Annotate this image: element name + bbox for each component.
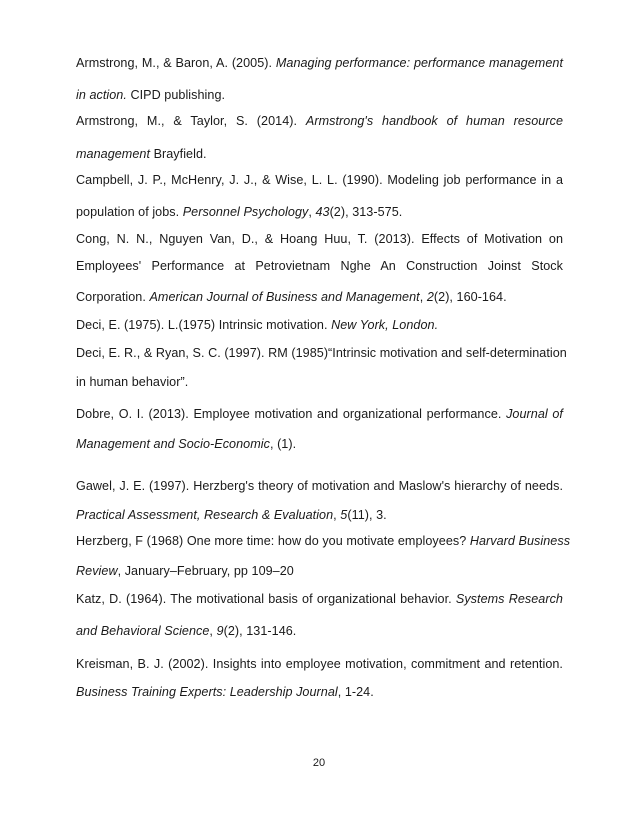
text-run: Cong, N. N., Nguyen Van, D., & Hoang Huu, T. (2013). Effects of Motivation on [76,232,563,246]
text-run: , [333,508,341,522]
reference-line [76,623,563,639]
reference-line [76,87,563,103]
text-run: (2), 313-575. [329,205,403,219]
reference-line [76,374,563,390]
reference-line [76,591,563,607]
italic-text: Review [76,564,118,578]
reference-line [76,113,563,129]
italic-text: and Behavioral Science [76,624,210,638]
italic-text: in action. [76,88,127,102]
italic-text: Managing performance: performance management [275,56,563,70]
reference-line [76,563,563,579]
text-run: Kreisman, B. J. (2002). Insights into employee motivation, commitment and retention. [76,657,563,671]
reference-line [76,172,563,188]
text-run: , [419,290,427,304]
italic-text: Systems Research [455,592,563,606]
italic-text: Personnel Psychology [182,205,309,219]
text-run: , (1). [269,437,297,451]
reference-line [76,684,563,700]
italic-text: 5 [340,508,348,522]
text-run: , [308,205,316,219]
reference-line [76,231,563,247]
text-run: Employees' Performance at Petrovietnam Nghe An Construction Joinst Stock [76,259,563,273]
reference-line [76,507,563,523]
reference-line [76,406,563,422]
italic-text: Management and Socio-Economic [76,437,270,451]
reference-line [76,258,563,274]
text-run: Armstrong, M., & Baron, A. (2005). [76,56,276,70]
reference-line [76,533,571,549]
reference-line [76,289,563,305]
text-run: Herzberg, F (1968) One more time: how do you motivate employees? [76,534,470,548]
italic-text: management [76,147,151,161]
reference-line [76,436,563,452]
text-run: (2), 160-164. [433,290,507,304]
italic-text: 2 [426,290,434,304]
text-run: Dobre, O. I. (2013). Employee motivation and organizational performance. [76,407,507,421]
italic-text: Business Training Experts: Leadership Journal [76,685,338,699]
reference-line [76,478,563,494]
text-run: Corporation. [76,290,150,304]
text-run: Katz, D. (1964). The motivational basis of organizational behavior. [76,592,456,606]
text-run: Brayfield. [150,147,207,161]
reference-line [76,345,567,361]
reference-line [76,55,563,71]
italic-text: 43 [315,205,330,219]
italic-text: Harvard Business [469,534,571,548]
text-run: (2), 131-146. [223,624,297,638]
italic-text: New York, London. [331,318,439,332]
text-run: (11), 3. [347,508,387,522]
text-run: in human behavior”. [76,375,189,389]
reference-line [76,317,563,333]
text-run: , January–February, pp 109–20 [117,564,294,578]
text-run: CIPD publishing. [126,88,226,102]
text-run: population of jobs. [76,205,183,219]
text-run: Campbell, J. P., McHenry, J. J., & Wise, L. L. (1990). Modeling job performance in a [76,173,563,187]
text-run: , [209,624,217,638]
page-number: 20 [312,757,326,769]
reference-line [76,656,563,672]
text-run: Gawel, J. E. (1997). Herzberg's theory of motivation and Maslow's hierarchy of needs. [76,479,563,493]
italic-text: Armstrong's handbook of human resource [305,114,563,128]
reference-line [76,204,563,220]
text-run: Deci, E. R., & Ryan, S. C. (1997). RM (1985)“Intrinsic motivation and self-determination [76,346,567,360]
text-run: Armstrong, M., & Taylor, S. (2014). [76,114,306,128]
italic-text: American Journal of Business and Management [149,290,420,304]
italic-text: 9 [216,624,224,638]
italic-text: Journal of [506,407,563,421]
text-run: , 1-24. [337,685,374,699]
text-run: Deci, E. (1975). L.(1975) Intrinsic motivation. [76,318,332,332]
italic-text: Practical Assessment, Research & Evaluation [76,508,334,522]
reference-line [76,146,563,162]
